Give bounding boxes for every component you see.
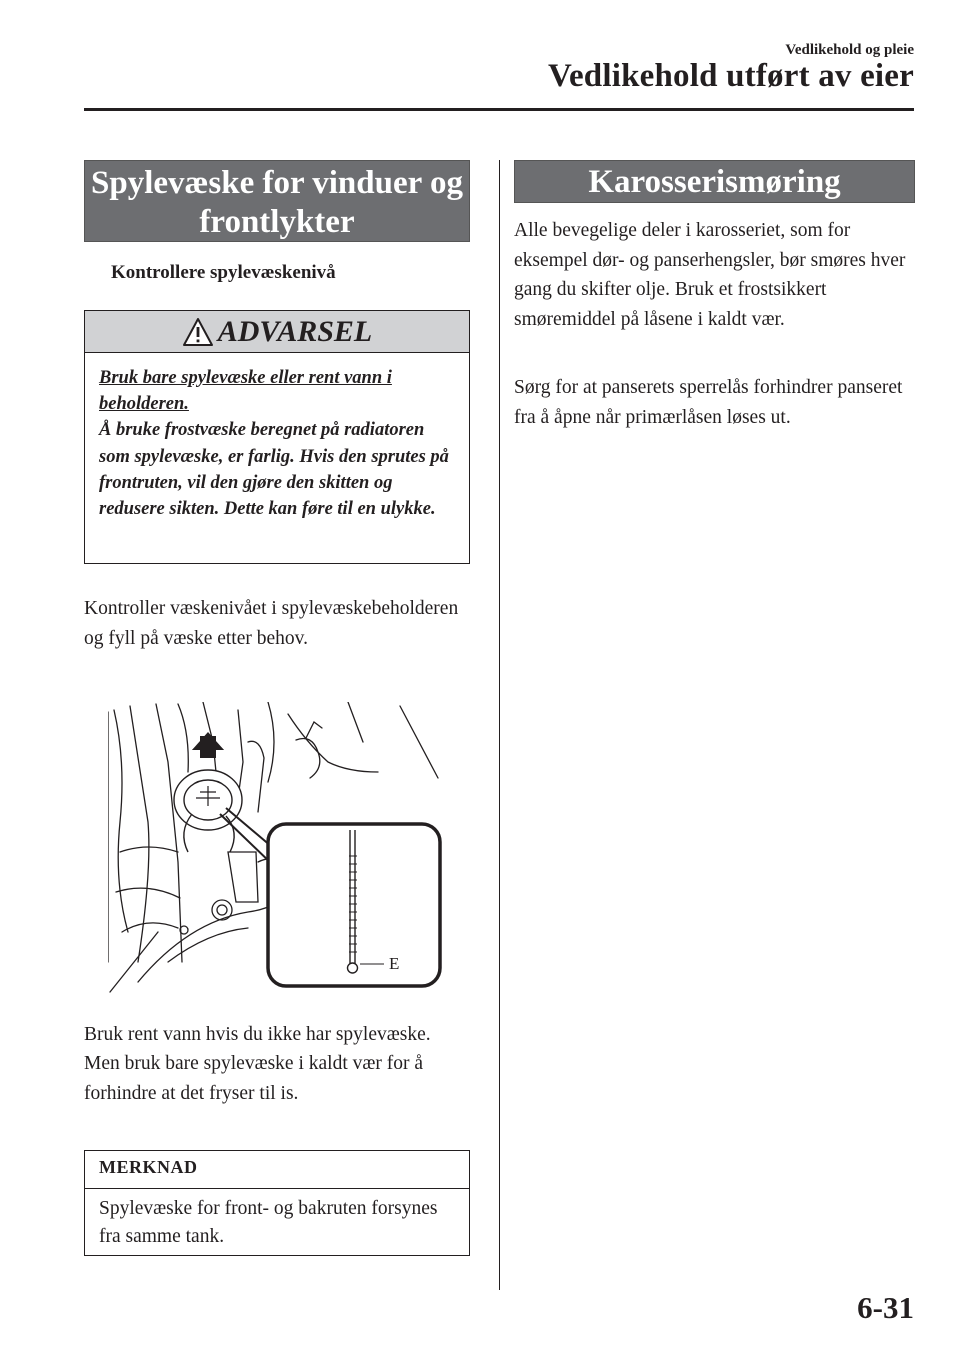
figure-label-e: E — [389, 954, 400, 973]
body-lubrication-heading: Karosserismøring — [514, 160, 915, 203]
water-paragraph: Bruk rent vann hvis du ikke har spylevæske. — [84, 1024, 431, 1045]
hood-latch-paragraph: Sørg for at panserets sperrelås forhindrer panseret fra å åpne når primærlåsen løses ut. — [514, 377, 903, 428]
header-rule — [84, 108, 914, 111]
chapter-title: Vedlikehold og pleie — [785, 42, 914, 58]
note-box — [84, 1150, 470, 1256]
warning-body — [85, 353, 469, 522]
note-title: MERKNAD — [85, 1151, 469, 1189]
page-number: 6-31 — [857, 1290, 914, 1325]
warning-box — [84, 310, 470, 564]
note-text: Spylevæske for front- og bakruten forsynes fra samme tank. — [99, 1198, 438, 1247]
warning-header — [85, 311, 469, 353]
warning-detail: Å bruke frostvæske beregnet på radiatoren som spylevæske, er farlig. Hvis den sprutes på frontruten, vil den gjøre den skitten og redusere sikten. Dette kan føre til en ulykke. — [99, 420, 449, 520]
column-divider — [499, 160, 500, 1290]
warning-triangle-icon — [182, 317, 214, 347]
section-title: Vedlikehold utført av eier — [547, 58, 914, 94]
warning-lead: Bruk bare spylevæske eller rent vann i beholderen. — [99, 368, 392, 415]
washer-fluid-heading: Spylevæske for vinduer og frontlykter — [84, 160, 470, 242]
check-level-subheading: Kontrollere spylevæskenivå — [111, 262, 336, 283]
warning-title: ADVARSEL — [217, 315, 373, 348]
lubrication-paragraph: Alle bevegelige deler i karosseriet, som for eksempel dør- og panserhengsler, bør smøres hver gang du skifter olje. Bruk et frostsikkert smøremiddel på låsene i kaldt vær. — [514, 220, 906, 330]
check-level-paragraph: Kontroller væskenivået i spylevæskebeholderen og fyll på væske etter behov. — [84, 598, 459, 649]
cold-weather-paragraph: Men bruk bare spylevæske i kaldt vær for å forhindre at det fryser til is. — [84, 1053, 424, 1104]
